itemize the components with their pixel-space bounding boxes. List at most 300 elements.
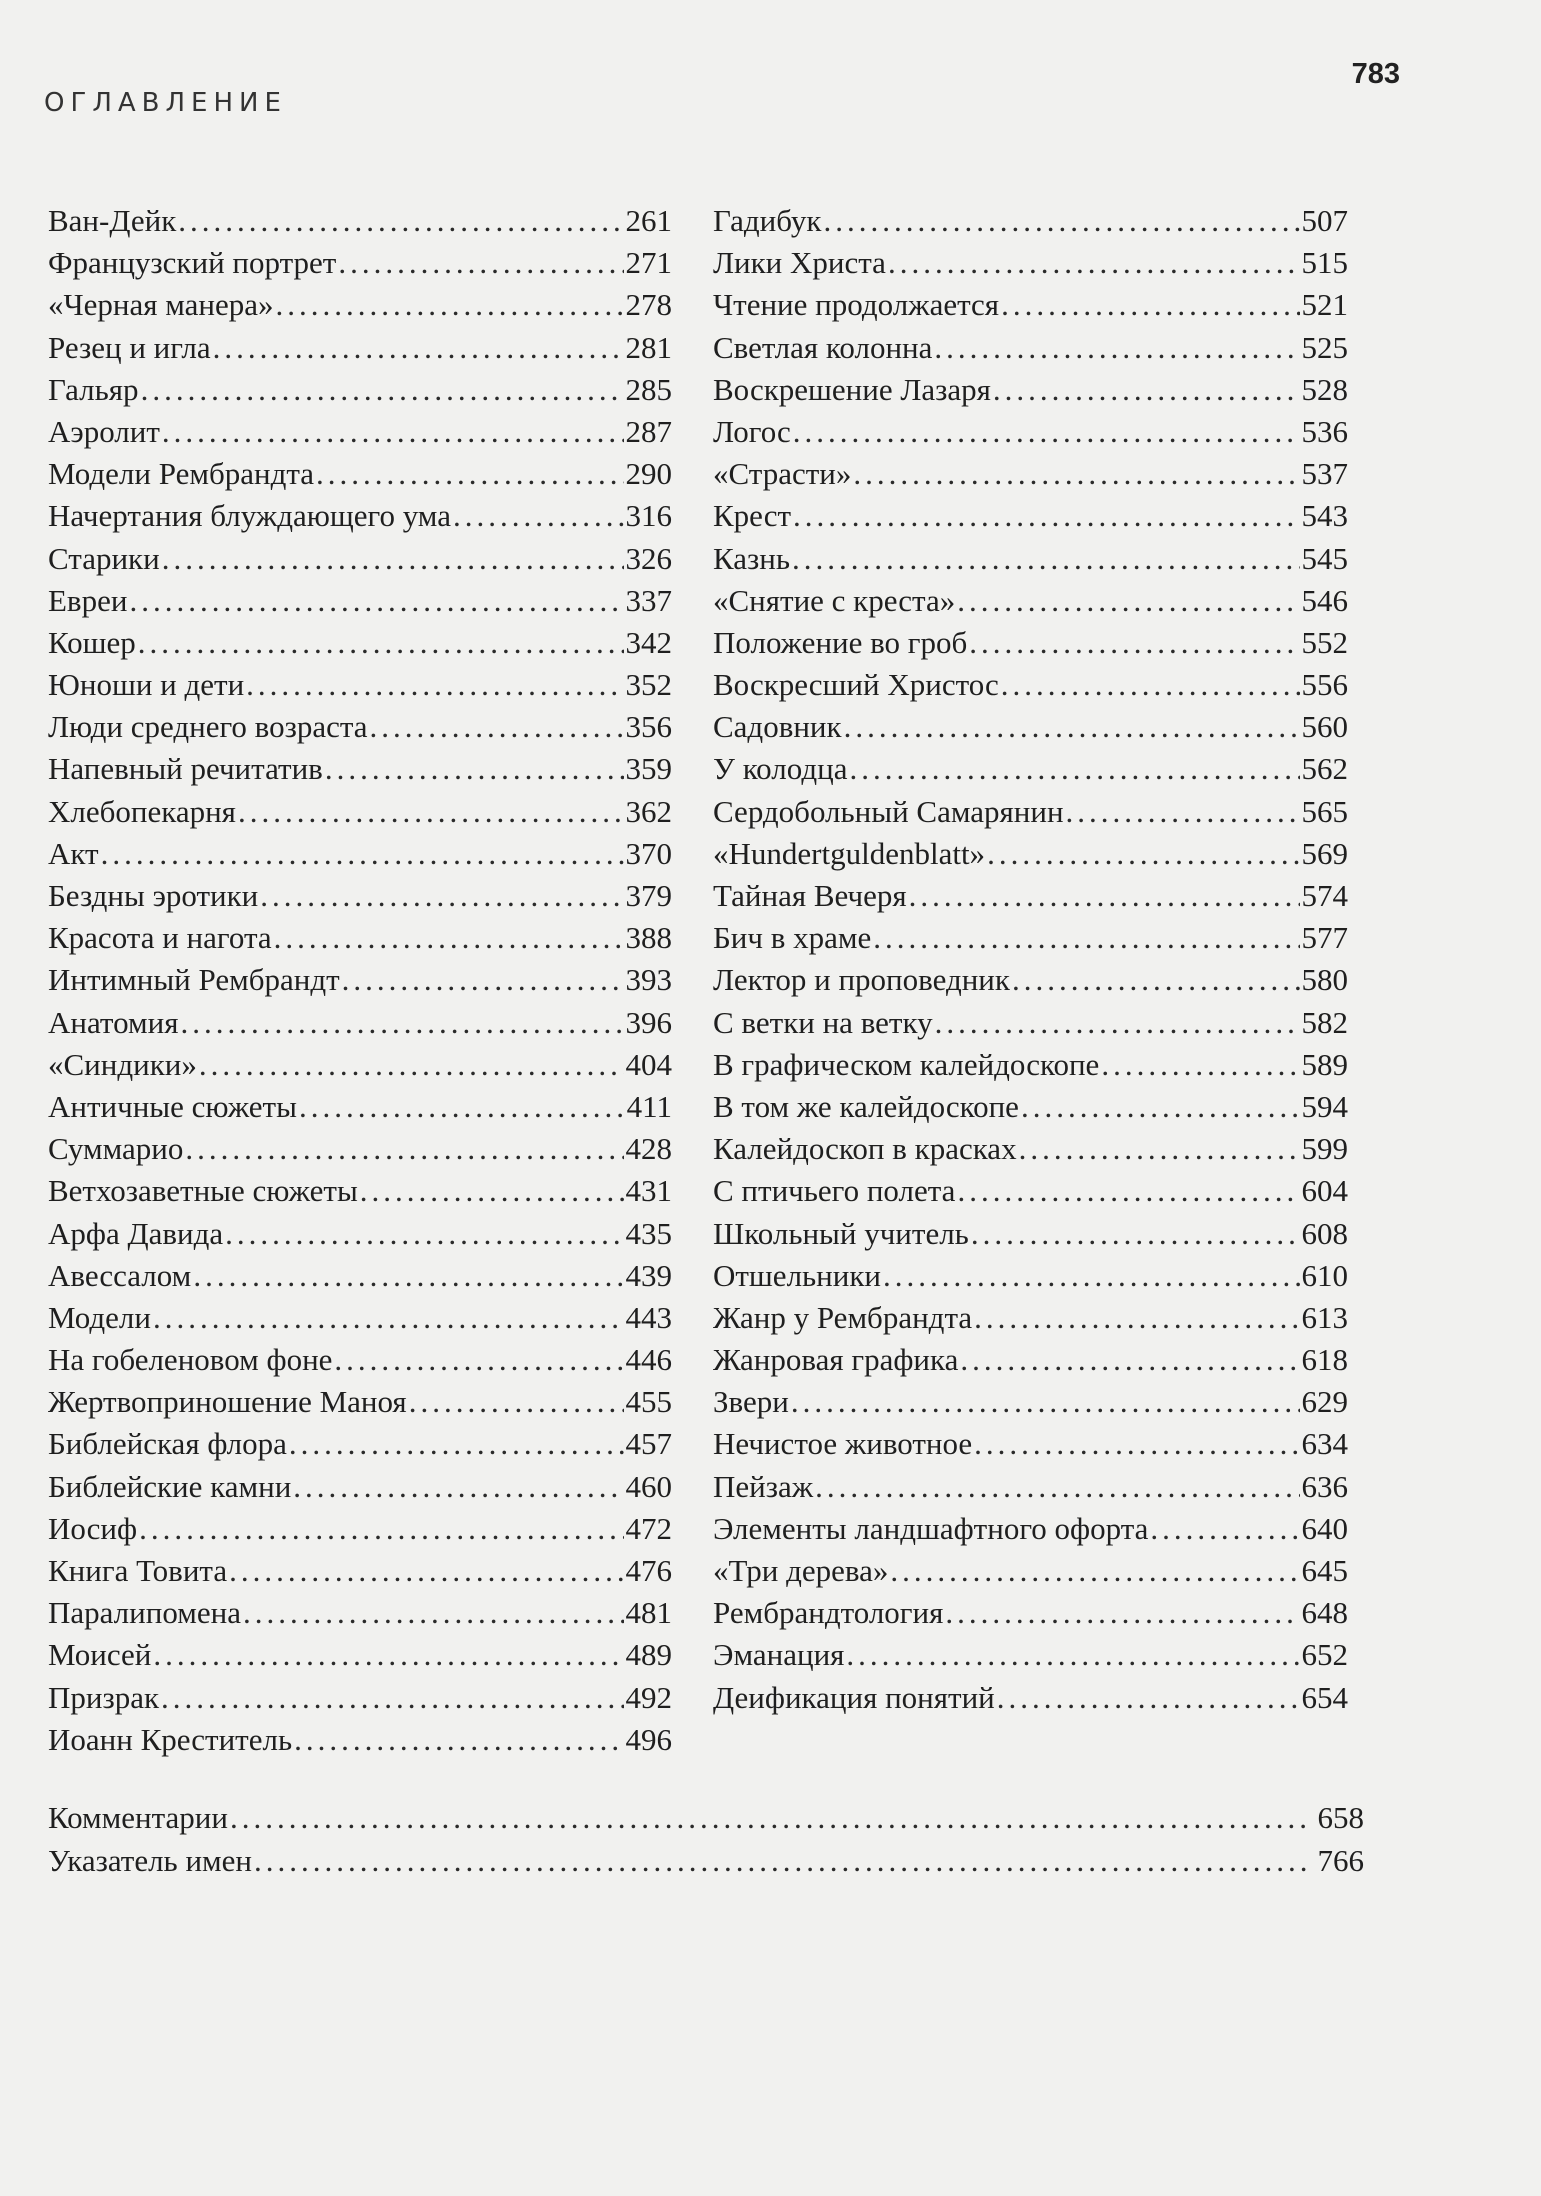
toc-entry[interactable] xyxy=(48,1423,672,1465)
toc-entry-title: «Черная манера» xyxy=(48,287,274,323)
dot-leader xyxy=(883,1255,1299,1297)
toc-entry-title: Интимный Рембрандт xyxy=(48,962,340,998)
toc-entry[interactable] xyxy=(48,1255,672,1297)
toc-entry-page: 362 xyxy=(625,793,672,829)
dot-leader xyxy=(162,538,624,580)
toc-entry-page: 562 xyxy=(1301,751,1348,787)
dot-leader xyxy=(971,1213,1300,1255)
toc-entry-page: 515 xyxy=(1301,245,1348,281)
toc-entry-title: «Три дерева» xyxy=(713,1553,889,1588)
toc-entry[interactable] xyxy=(48,1592,672,1634)
toc-entry-title: Аэролит xyxy=(48,413,160,449)
toc-entry[interactable] xyxy=(48,1719,672,1761)
toc-entry-page: 261 xyxy=(625,203,672,238)
toc-entry-title: Жертвоприношение Маноя xyxy=(48,1384,407,1420)
toc-entry-page: 652 xyxy=(1301,1637,1348,1673)
toc-entry-page: 629 xyxy=(1301,1384,1348,1420)
toc-entry[interactable] xyxy=(713,1339,1348,1381)
toc-entry[interactable] xyxy=(713,791,1348,833)
toc-entry[interactable] xyxy=(48,1339,672,1381)
dot-leader xyxy=(873,917,1299,959)
toc-entry[interactable] xyxy=(48,242,672,284)
toc-entry-page: 577 xyxy=(1301,920,1348,956)
toc-entry-title: Авессалом xyxy=(48,1257,192,1293)
dot-leader xyxy=(238,791,624,833)
dot-leader xyxy=(246,664,623,706)
dot-leader xyxy=(791,1381,1300,1423)
toc-entry[interactable] xyxy=(48,1796,1364,1839)
toc-entry-title: Крест xyxy=(713,498,792,534)
toc-entry[interactable] xyxy=(48,1044,672,1086)
toc-entry-title: Логос xyxy=(713,413,791,449)
dot-leader xyxy=(890,1550,1299,1592)
toc-entry-page: 613 xyxy=(1301,1299,1348,1335)
toc-entry[interactable] xyxy=(713,1002,1348,1044)
toc-entry-page: 546 xyxy=(1301,582,1348,618)
toc-entry-title: У колодца xyxy=(713,751,848,787)
toc-entry-title: «Hundertguldenblatt» xyxy=(713,835,986,871)
toc-entry-page: 521 xyxy=(1301,287,1348,323)
dot-leader xyxy=(453,495,624,537)
toc-entry-page: 326 xyxy=(625,540,672,576)
toc-entry-page: 543 xyxy=(1301,498,1348,534)
toc-entry-page: 435 xyxy=(625,1215,672,1251)
toc-entry-page: 634 xyxy=(1301,1426,1348,1462)
dot-leader xyxy=(935,1002,1300,1044)
dot-leader xyxy=(185,1128,623,1170)
toc-entry-page: 604 xyxy=(1301,1173,1348,1209)
toc-entry[interactable] xyxy=(713,1170,1348,1212)
toc-entry-page: 496 xyxy=(625,1721,672,1757)
toc-entry-title: Сердобольный Самарянин xyxy=(713,793,1064,829)
dot-leader xyxy=(370,706,624,748)
dot-leader xyxy=(260,875,623,917)
toc-entry[interactable] xyxy=(48,369,672,411)
toc-appendix xyxy=(48,1796,1364,1882)
dot-leader xyxy=(274,917,624,959)
toc-entry-title: Суммарио xyxy=(48,1131,184,1167)
toc-entry-page: 342 xyxy=(625,624,672,660)
toc-entry-title: Французский портрет xyxy=(48,245,337,281)
toc-entry[interactable] xyxy=(48,284,672,326)
toc-entry[interactable] xyxy=(48,622,672,664)
toc-entry-title: Лики Христа xyxy=(713,245,886,281)
toc-entry-page: 439 xyxy=(625,1257,672,1293)
toc-entry-title: Анатомия xyxy=(48,1004,179,1040)
toc-entry[interactable] xyxy=(48,791,672,833)
toc-entry-page: 411 xyxy=(626,1088,672,1124)
toc-entry-title: Книга Товита xyxy=(48,1553,228,1588)
toc-entry-title: Паралипомена xyxy=(48,1595,241,1631)
toc-entry-page: 316 xyxy=(625,498,672,534)
dot-leader xyxy=(853,453,1299,495)
toc-entry-page: 457 xyxy=(625,1426,672,1462)
dot-leader xyxy=(213,327,624,369)
toc-entry-page: 545 xyxy=(1301,540,1348,576)
dot-leader xyxy=(153,1297,624,1339)
dot-leader xyxy=(289,1423,624,1465)
toc-entry[interactable] xyxy=(713,917,1348,959)
toc-entry-title: Юноши и дети xyxy=(48,667,245,703)
toc-entry-title: Казнь xyxy=(713,540,791,576)
toc-entry[interactable] xyxy=(713,1381,1348,1423)
dot-leader xyxy=(180,1002,623,1044)
toc-entry[interactable] xyxy=(713,411,1348,453)
toc-entry-page: 560 xyxy=(1301,709,1348,745)
dot-leader xyxy=(993,369,1300,411)
dot-leader xyxy=(129,580,623,622)
toc-entry-title: Рембрандтология xyxy=(713,1595,944,1631)
toc-entry-title: «Синдики» xyxy=(48,1046,197,1082)
toc-entry-page: 428 xyxy=(625,1131,672,1167)
dot-leader xyxy=(793,495,1299,537)
toc-entry[interactable] xyxy=(713,1592,1348,1634)
toc-entry[interactable] xyxy=(48,1466,672,1508)
toc-entry-title: Чтение продолжается xyxy=(713,287,1000,323)
dot-leader xyxy=(987,833,1299,875)
toc-entry-title: В графическом калейдоскопе xyxy=(713,1046,1100,1082)
dot-leader xyxy=(409,1381,624,1423)
dot-leader xyxy=(293,1466,623,1508)
toc-entry-title: Арфа Давида xyxy=(48,1215,224,1251)
toc-entry-title: На гобеленовом фоне xyxy=(48,1342,333,1378)
dot-leader xyxy=(325,748,624,790)
toc-entry-title: Иоанн Креститель xyxy=(48,1721,293,1757)
toc-entry-title: Нечистое животное xyxy=(713,1426,973,1462)
toc-entry-title: Отшельники xyxy=(713,1257,882,1293)
dot-leader xyxy=(793,411,1300,453)
toc-entry-page: 278 xyxy=(625,287,672,323)
toc-entry-page: 393 xyxy=(625,962,672,998)
toc-entry[interactable] xyxy=(713,833,1348,875)
toc-entry-title: Лектор и проповедник xyxy=(713,962,1010,998)
dot-leader xyxy=(153,1634,623,1676)
dot-leader xyxy=(909,875,1300,917)
toc-entry-title: В том же калейдоскопе xyxy=(713,1088,1019,1124)
toc-entry-title: Бездны эротики xyxy=(48,878,259,913)
toc-entry-title: Моисей xyxy=(48,1637,152,1673)
toc-entry-page: 552 xyxy=(1301,624,1348,660)
toc-entry-page: 356 xyxy=(625,709,672,745)
toc-entry[interactable] xyxy=(48,580,672,622)
page-number: 783 xyxy=(1351,58,1400,90)
toc-entry[interactable] xyxy=(48,833,672,875)
dot-leader xyxy=(276,284,624,326)
toc-entry-page: 379 xyxy=(625,878,672,913)
dot-leader xyxy=(254,1839,1308,1882)
toc-left-column xyxy=(48,200,672,1761)
toc-entry[interactable] xyxy=(48,706,672,748)
toc-entry-page: 565 xyxy=(1301,793,1348,829)
toc-entry[interactable] xyxy=(48,1508,672,1550)
toc-entry-title: Эманация xyxy=(713,1637,845,1673)
dot-leader xyxy=(823,200,1299,242)
dot-leader xyxy=(316,453,623,495)
toc-entry-title: Жанровая графика xyxy=(713,1342,959,1378)
dot-leader xyxy=(1021,1086,1300,1128)
toc-entry[interactable] xyxy=(48,959,672,1001)
dot-leader xyxy=(139,1508,623,1550)
dot-leader xyxy=(934,327,1299,369)
toc-entry-page: 580 xyxy=(1301,962,1348,998)
toc-entry-title: Модели xyxy=(48,1299,151,1335)
toc-entry[interactable] xyxy=(713,453,1348,495)
toc-entry[interactable] xyxy=(713,284,1348,326)
toc-entry[interactable] xyxy=(48,1297,672,1339)
toc-entry[interactable] xyxy=(713,1086,1348,1128)
toc-entry-title: Красота и нагота xyxy=(48,920,272,956)
toc-entry[interactable] xyxy=(713,1297,1348,1339)
dot-leader xyxy=(846,1634,1299,1676)
toc-entry-title: Пейзаж xyxy=(713,1468,814,1504)
toc-entry-title: Деификация понятий xyxy=(713,1679,995,1715)
dot-leader xyxy=(299,1086,625,1128)
toc-entry-title: Ван-Дейк xyxy=(48,203,177,238)
toc-entry-title: Воскрешение Лазаря xyxy=(713,371,991,407)
toc-entry-title: С ветки на ветку xyxy=(713,1004,933,1040)
toc-entry[interactable] xyxy=(48,1677,672,1719)
toc-entry-title: Воскресший Христос xyxy=(713,667,999,703)
toc-entry[interactable] xyxy=(713,580,1348,622)
toc-entry-title: Библейские камни xyxy=(48,1468,292,1504)
toc-entry-page: 443 xyxy=(625,1299,672,1335)
toc-entry[interactable] xyxy=(713,959,1348,1001)
dot-leader xyxy=(957,1170,1299,1212)
toc-entry-title: Жанр у Рембрандта xyxy=(713,1299,973,1335)
dot-leader xyxy=(334,1339,623,1381)
toc-entry-page: 481 xyxy=(625,1595,672,1631)
toc-entry[interactable] xyxy=(713,664,1348,706)
dot-leader xyxy=(1101,1044,1299,1086)
toc-entry-title: Акт xyxy=(48,835,99,871)
toc-entry-title: Призрак xyxy=(48,1679,160,1715)
dot-leader xyxy=(193,1255,623,1297)
toc-entry-page: 446 xyxy=(625,1342,672,1378)
toc-entry[interactable] xyxy=(48,1550,672,1592)
dot-leader xyxy=(792,538,1299,580)
toc-right-column xyxy=(713,200,1348,1719)
toc-entry[interactable] xyxy=(713,622,1348,664)
toc-entry-page: 648 xyxy=(1301,1595,1348,1631)
dot-leader xyxy=(360,1170,624,1212)
toc-entry[interactable] xyxy=(713,495,1348,537)
toc-entry[interactable] xyxy=(713,748,1348,790)
toc-entry[interactable] xyxy=(713,1508,1348,1550)
dot-leader xyxy=(342,959,624,1001)
toc-entry-title: Садовник xyxy=(713,709,842,745)
toc-entry[interactable] xyxy=(48,327,672,369)
toc-entry-title: Начертания блуждающего ума xyxy=(48,498,451,534)
toc-entry[interactable] xyxy=(713,538,1348,580)
toc-entry-page: 460 xyxy=(625,1468,672,1504)
toc-entry-page: 536 xyxy=(1301,413,1348,449)
toc-entry-page: 766 xyxy=(1317,1843,1364,1878)
dot-leader xyxy=(229,1550,623,1592)
toc-entry-page: 290 xyxy=(625,456,672,492)
toc-entry[interactable] xyxy=(48,1002,672,1044)
dot-leader xyxy=(974,1297,1299,1339)
toc-entry[interactable] xyxy=(713,1044,1348,1086)
dot-leader xyxy=(945,1592,1299,1634)
toc-entry-title: Звери xyxy=(713,1384,789,1420)
toc-entry-title: Элементы ландшафтного офорта xyxy=(713,1510,1149,1546)
toc-entry-page: 492 xyxy=(625,1679,672,1715)
toc-entry[interactable] xyxy=(713,1550,1348,1592)
dot-leader xyxy=(1066,791,1300,833)
dot-leader xyxy=(101,833,624,875)
toc-entry[interactable] xyxy=(48,664,672,706)
dot-leader xyxy=(844,706,1300,748)
toc-entry[interactable] xyxy=(713,1677,1348,1719)
dot-leader xyxy=(1012,959,1300,1001)
toc-entry-title: Напевный речитатив xyxy=(48,751,323,787)
toc-entry-page: 589 xyxy=(1301,1046,1348,1082)
toc-entry[interactable] xyxy=(48,1086,672,1128)
toc-entry-page: 337 xyxy=(625,582,672,618)
toc-entry-title: Тайная Вечеря xyxy=(713,878,907,913)
toc-entry[interactable] xyxy=(48,453,672,495)
dot-leader xyxy=(199,1044,624,1086)
toc-entry-title: Школьный учитель xyxy=(713,1215,969,1251)
toc-entry-title: Кошер xyxy=(48,624,136,660)
dot-leader xyxy=(969,622,1299,664)
toc-entry-page: 640 xyxy=(1301,1510,1348,1546)
toc-entry-page: 528 xyxy=(1301,371,1348,407)
dot-leader xyxy=(294,1719,623,1761)
toc-entry[interactable] xyxy=(713,1466,1348,1508)
toc-entry[interactable] xyxy=(48,1381,672,1423)
dot-leader xyxy=(997,1677,1300,1719)
toc-entry-page: 599 xyxy=(1301,1131,1348,1167)
toc-entry-page: 285 xyxy=(625,371,672,407)
toc-entry-title: Евреи xyxy=(48,582,128,618)
toc-entry[interactable] xyxy=(48,200,672,242)
toc-entry-title: С птичьего полета xyxy=(713,1173,956,1209)
toc-entry[interactable] xyxy=(48,538,672,580)
dot-leader xyxy=(974,1423,1299,1465)
dot-leader xyxy=(960,1339,1299,1381)
toc-entry[interactable] xyxy=(48,1213,672,1255)
toc-entry[interactable] xyxy=(713,1213,1348,1255)
toc-entry-page: 396 xyxy=(625,1004,672,1040)
toc-entry-title: Бич в храме xyxy=(713,920,872,956)
toc-entry-title: Светлая колонна xyxy=(713,329,933,365)
toc-entry[interactable] xyxy=(713,875,1348,917)
toc-entry-page: 525 xyxy=(1301,329,1348,365)
dot-leader xyxy=(1001,284,1299,326)
dot-leader xyxy=(225,1213,623,1255)
dot-leader xyxy=(178,200,623,242)
toc-entry[interactable] xyxy=(48,411,672,453)
toc-entry-page: 281 xyxy=(625,329,672,365)
dot-leader xyxy=(888,242,1300,284)
toc-entry-title: Старики xyxy=(48,540,160,576)
toc-entry-title: Резец и игла xyxy=(48,329,211,365)
toc-entry-page: 658 xyxy=(1317,1800,1364,1835)
toc-entry[interactable] xyxy=(48,875,672,917)
toc-entry[interactable] xyxy=(713,369,1348,411)
dot-leader xyxy=(815,1466,1299,1508)
toc-entry-title: Ветхозаветные сюжеты xyxy=(48,1173,358,1209)
toc-entry-title: Люди среднего возраста xyxy=(48,709,368,745)
toc-entry[interactable] xyxy=(713,242,1348,284)
toc-entry-title: Иосиф xyxy=(48,1510,138,1546)
toc-entry-page: 618 xyxy=(1301,1342,1348,1378)
toc-entry-page: 537 xyxy=(1301,456,1348,492)
dot-leader xyxy=(161,1677,623,1719)
toc-entry[interactable] xyxy=(48,1170,672,1212)
toc-entry[interactable] xyxy=(713,1255,1348,1297)
toc-entry[interactable] xyxy=(713,1128,1348,1170)
toc-entry-title: Калейдоскоп в красках xyxy=(713,1131,1017,1167)
toc-entry-title: Библейская флора xyxy=(48,1426,287,1462)
toc-entry[interactable] xyxy=(713,1423,1348,1465)
toc-entry-page: 476 xyxy=(625,1553,672,1588)
toc-entry[interactable] xyxy=(48,917,672,959)
toc-entry-title: «Снятие с креста» xyxy=(713,582,956,618)
dot-leader xyxy=(141,369,624,411)
dot-leader xyxy=(230,1796,1308,1839)
dot-leader xyxy=(957,580,1299,622)
toc-entry-page: 654 xyxy=(1301,1679,1348,1715)
dot-leader xyxy=(243,1592,624,1634)
dot-leader xyxy=(1019,1128,1300,1170)
toc-entry[interactable] xyxy=(48,1128,672,1170)
toc-entry-title: Положение во гроб xyxy=(713,624,968,660)
dot-leader xyxy=(138,622,624,664)
toc-entry[interactable] xyxy=(713,200,1348,242)
toc-entry[interactable] xyxy=(48,1634,672,1676)
toc-entry-page: 569 xyxy=(1301,835,1348,871)
toc-entry-page: 594 xyxy=(1301,1088,1348,1124)
toc-entry-title: Гадибук xyxy=(713,203,822,238)
toc-entry[interactable] xyxy=(713,1634,1348,1676)
dot-leader xyxy=(1150,1508,1299,1550)
running-title: ОГЛАВЛЕНИЕ xyxy=(44,88,287,118)
toc-entry-page: 271 xyxy=(625,245,672,281)
toc-entry-page: 472 xyxy=(625,1510,672,1546)
toc-entry-page: 489 xyxy=(625,1637,672,1673)
toc-entry[interactable] xyxy=(48,1839,1364,1882)
dot-leader xyxy=(849,748,1299,790)
toc-entry-page: 556 xyxy=(1301,667,1348,703)
toc-entry-page: 404 xyxy=(625,1046,672,1082)
toc-entry-page: 455 xyxy=(625,1384,672,1420)
toc-entry-page: 610 xyxy=(1301,1257,1348,1293)
toc-entry[interactable] xyxy=(713,706,1348,748)
toc-entry-title: «Страсти» xyxy=(713,456,852,492)
toc-entry[interactable] xyxy=(48,495,672,537)
toc-entry-page: 574 xyxy=(1301,878,1348,913)
toc-entry-title: Комментарии xyxy=(48,1800,228,1835)
toc-entry[interactable] xyxy=(713,327,1348,369)
toc-entry-page: 352 xyxy=(625,667,672,703)
toc-entry-title: Хлебопекарня xyxy=(48,793,236,829)
toc-entry-title: Гальяр xyxy=(48,371,139,407)
toc-entry-page: 608 xyxy=(1301,1215,1348,1251)
dot-leader xyxy=(162,411,624,453)
toc-entry-title: Указатель имен xyxy=(48,1843,252,1878)
toc-entry-page: 287 xyxy=(625,413,672,449)
toc-entry-page: 431 xyxy=(625,1173,672,1209)
toc-entry-title: Модели Рембрандта xyxy=(48,456,315,492)
toc-entry-page: 582 xyxy=(1301,1004,1348,1040)
dot-leader xyxy=(1001,664,1300,706)
dot-leader xyxy=(338,242,623,284)
toc-entry-page: 388 xyxy=(625,920,672,956)
toc-entry-page: 370 xyxy=(625,835,672,871)
toc-entry[interactable] xyxy=(48,748,672,790)
